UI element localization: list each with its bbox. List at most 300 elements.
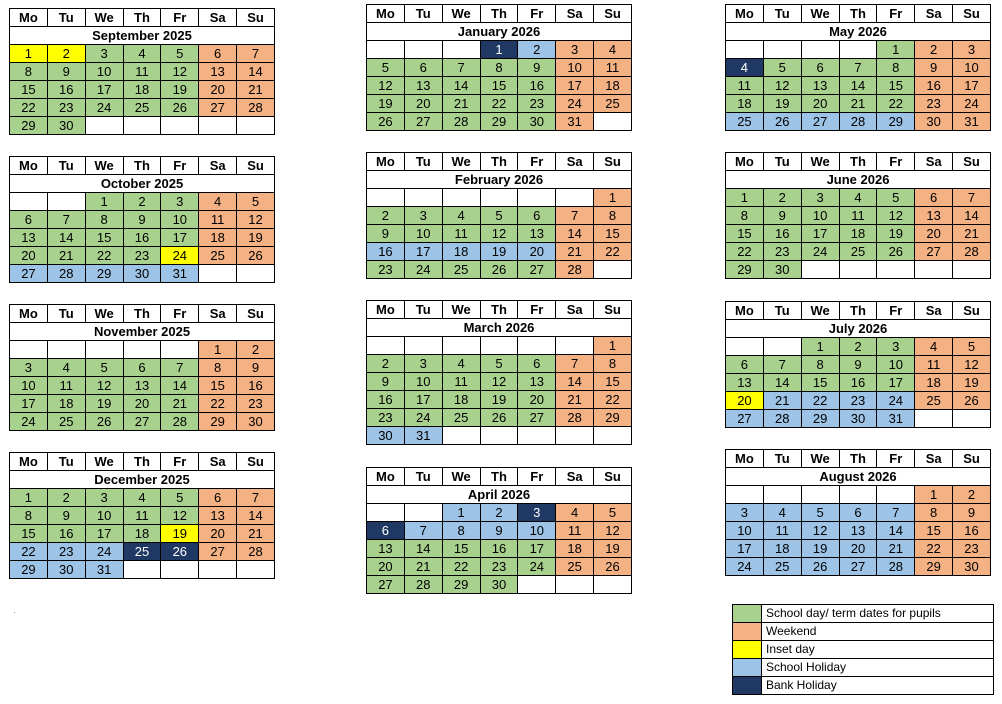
day-cell: 27 <box>404 113 442 131</box>
day-cell: 20 <box>404 95 442 113</box>
week-row <box>726 243 991 261</box>
weekday-header: Mo <box>10 157 48 175</box>
day-cell: 2 <box>237 341 275 359</box>
day-cell: 14 <box>877 522 915 540</box>
week-row <box>367 59 632 77</box>
legend-item <box>733 677 994 695</box>
weekday-header-row <box>10 9 275 27</box>
day-cell: 25 <box>47 413 85 431</box>
week-row <box>367 540 632 558</box>
empty-day-cell <box>85 341 123 359</box>
week-row <box>10 265 275 283</box>
day-cell: 16 <box>123 229 161 247</box>
day-cell: 24 <box>10 413 48 431</box>
empty-day-cell <box>199 117 237 135</box>
day-cell: 9 <box>763 207 801 225</box>
day-cell: 26 <box>237 247 275 265</box>
day-cell: 11 <box>47 377 85 395</box>
day-cell: 18 <box>839 225 877 243</box>
weekday-header: Fr <box>518 5 556 23</box>
week-row <box>726 392 991 410</box>
week-row <box>10 211 275 229</box>
day-cell: 27 <box>10 265 48 283</box>
day-cell: 21 <box>877 540 915 558</box>
day-cell: 26 <box>480 409 518 427</box>
month-title: August 2026 <box>726 468 991 486</box>
weekday-header: Tu <box>404 301 442 319</box>
day-cell: 18 <box>123 81 161 99</box>
day-cell: 12 <box>367 77 405 95</box>
day-cell: 16 <box>839 374 877 392</box>
month-title: July 2026 <box>726 320 991 338</box>
day-cell: 21 <box>953 225 991 243</box>
weekday-header: We <box>801 5 839 23</box>
day-cell: 12 <box>763 77 801 95</box>
day-cell: 28 <box>404 576 442 594</box>
month-january-2026 <box>366 4 632 131</box>
day-cell: 29 <box>199 413 237 431</box>
week-row <box>10 561 275 579</box>
day-cell: 27 <box>839 558 877 576</box>
empty-day-cell <box>237 561 275 579</box>
day-cell: 8 <box>801 356 839 374</box>
day-cell: 8 <box>594 355 632 373</box>
day-cell: 26 <box>161 99 199 117</box>
day-cell: 15 <box>594 373 632 391</box>
day-cell: 28 <box>556 409 594 427</box>
week-row <box>10 81 275 99</box>
day-cell: 25 <box>915 392 953 410</box>
weekday-header: Mo <box>367 153 405 171</box>
weekday-header: Th <box>123 305 161 323</box>
day-cell: 12 <box>877 207 915 225</box>
day-cell: 22 <box>801 392 839 410</box>
day-cell: 6 <box>518 355 556 373</box>
day-cell: 21 <box>237 81 275 99</box>
day-cell: 28 <box>442 113 480 131</box>
day-cell: 18 <box>726 95 764 113</box>
weekday-header: Fr <box>518 468 556 486</box>
week-row <box>367 391 632 409</box>
weekday-header: Sa <box>199 157 237 175</box>
weekday-header: We <box>801 302 839 320</box>
empty-day-cell <box>594 576 632 594</box>
day-cell: 27 <box>367 576 405 594</box>
empty-day-cell <box>839 41 877 59</box>
day-cell: 25 <box>199 247 237 265</box>
day-cell: 6 <box>518 207 556 225</box>
weekday-header: Su <box>953 302 991 320</box>
day-cell: 1 <box>801 338 839 356</box>
day-cell: 9 <box>518 59 556 77</box>
week-row <box>726 113 991 131</box>
day-cell: 10 <box>953 59 991 77</box>
week-row <box>726 356 991 374</box>
day-cell: 23 <box>839 392 877 410</box>
weekday-header: Fr <box>161 305 199 323</box>
day-cell: 22 <box>915 540 953 558</box>
day-cell: 20 <box>199 525 237 543</box>
day-cell: 5 <box>480 207 518 225</box>
weekday-header: Fr <box>518 153 556 171</box>
weekday-header: Tu <box>47 9 85 27</box>
day-cell: 11 <box>442 225 480 243</box>
day-cell: 15 <box>877 77 915 95</box>
empty-day-cell <box>801 261 839 279</box>
day-cell: 26 <box>801 558 839 576</box>
month-title: December 2025 <box>10 471 275 489</box>
weekday-header: Mo <box>726 450 764 468</box>
weekday-header: Mo <box>726 153 764 171</box>
day-cell: 17 <box>404 243 442 261</box>
day-cell: 15 <box>594 225 632 243</box>
day-cell: 25 <box>442 409 480 427</box>
legend-item <box>733 659 994 677</box>
legend-label: School day/ term dates for pupils <box>762 605 994 623</box>
weekday-header: Fr <box>877 153 915 171</box>
legend-label: Inset day <box>762 641 994 659</box>
empty-day-cell <box>556 576 594 594</box>
day-cell: 8 <box>442 522 480 540</box>
day-cell: 24 <box>85 543 123 561</box>
day-cell: 18 <box>199 229 237 247</box>
weekday-header: Tu <box>404 5 442 23</box>
day-cell: 26 <box>877 243 915 261</box>
day-cell: 6 <box>10 211 48 229</box>
day-cell: 17 <box>953 77 991 95</box>
day-cell: 22 <box>199 395 237 413</box>
day-cell: 12 <box>237 211 275 229</box>
day-cell: 26 <box>367 113 405 131</box>
day-cell: 20 <box>367 558 405 576</box>
day-cell: 30 <box>839 410 877 428</box>
day-cell: 7 <box>953 189 991 207</box>
weekday-header-row <box>726 5 991 23</box>
day-cell: 25 <box>839 243 877 261</box>
day-cell: 20 <box>839 540 877 558</box>
day-cell: 25 <box>442 261 480 279</box>
day-cell: 17 <box>726 540 764 558</box>
weekday-header: Mo <box>367 468 405 486</box>
day-cell: 29 <box>10 561 48 579</box>
weekday-header: Sa <box>556 468 594 486</box>
day-cell: 19 <box>161 525 199 543</box>
weekday-header: Mo <box>10 453 48 471</box>
week-row <box>367 225 632 243</box>
empty-day-cell <box>801 41 839 59</box>
weekday-header: Th <box>123 157 161 175</box>
empty-day-cell <box>726 41 764 59</box>
day-cell: 20 <box>915 225 953 243</box>
day-cell: 22 <box>442 558 480 576</box>
day-cell: 13 <box>726 374 764 392</box>
day-cell: 28 <box>763 410 801 428</box>
day-cell: 10 <box>518 522 556 540</box>
day-cell: 7 <box>47 211 85 229</box>
day-cell: 8 <box>10 507 48 525</box>
day-cell: 24 <box>877 392 915 410</box>
month-may-2026 <box>725 4 991 131</box>
empty-day-cell <box>556 427 594 445</box>
day-cell: 5 <box>594 504 632 522</box>
day-cell: 3 <box>518 504 556 522</box>
month-title: January 2026 <box>367 23 632 41</box>
day-cell: 29 <box>594 409 632 427</box>
weekday-header: Sa <box>915 450 953 468</box>
day-cell: 24 <box>161 247 199 265</box>
legend-item <box>733 641 994 659</box>
day-cell: 1 <box>915 486 953 504</box>
month-title: February 2026 <box>367 171 632 189</box>
empty-day-cell <box>237 265 275 283</box>
day-cell: 10 <box>85 507 123 525</box>
day-cell: 13 <box>801 77 839 95</box>
empty-day-cell <box>594 113 632 131</box>
day-cell: 16 <box>915 77 953 95</box>
day-cell: 3 <box>161 193 199 211</box>
day-cell: 22 <box>10 99 48 117</box>
day-cell: 30 <box>123 265 161 283</box>
day-cell: 13 <box>199 63 237 81</box>
day-cell: 24 <box>518 558 556 576</box>
day-cell: 26 <box>594 558 632 576</box>
empty-day-cell <box>161 341 199 359</box>
day-cell: 4 <box>726 59 764 77</box>
week-row <box>367 409 632 427</box>
day-cell: 11 <box>442 373 480 391</box>
month-march-2026 <box>366 300 632 445</box>
day-cell: 21 <box>839 95 877 113</box>
week-row <box>10 359 275 377</box>
week-row <box>726 225 991 243</box>
day-cell: 28 <box>953 243 991 261</box>
empty-day-cell <box>237 117 275 135</box>
day-cell: 11 <box>123 507 161 525</box>
empty-day-cell <box>726 486 764 504</box>
day-cell: 11 <box>839 207 877 225</box>
month-november-2025 <box>9 304 275 431</box>
week-row <box>726 338 991 356</box>
legend-swatch <box>733 605 762 623</box>
day-cell: 2 <box>123 193 161 211</box>
empty-day-cell <box>199 265 237 283</box>
weekday-header: Su <box>237 453 275 471</box>
day-cell: 11 <box>123 63 161 81</box>
day-cell: 7 <box>877 504 915 522</box>
empty-day-cell <box>518 576 556 594</box>
week-row <box>367 337 632 355</box>
day-cell: 3 <box>877 338 915 356</box>
weekday-header: Tu <box>47 305 85 323</box>
day-cell: 10 <box>877 356 915 374</box>
day-cell: 25 <box>556 558 594 576</box>
week-row <box>367 355 632 373</box>
day-cell: 8 <box>915 504 953 522</box>
day-cell: 15 <box>85 229 123 247</box>
week-row <box>10 45 275 63</box>
day-cell: 30 <box>953 558 991 576</box>
day-cell: 27 <box>199 99 237 117</box>
day-cell: 6 <box>123 359 161 377</box>
empty-day-cell <box>404 189 442 207</box>
day-cell: 5 <box>801 504 839 522</box>
empty-day-cell <box>518 427 556 445</box>
day-cell: 19 <box>763 95 801 113</box>
day-cell: 19 <box>877 225 915 243</box>
day-cell: 24 <box>801 243 839 261</box>
day-cell: 11 <box>763 522 801 540</box>
day-cell: 2 <box>47 489 85 507</box>
weekday-header: Su <box>953 153 991 171</box>
day-cell: 10 <box>161 211 199 229</box>
empty-day-cell <box>518 337 556 355</box>
day-cell: 31 <box>556 113 594 131</box>
weekday-header: Th <box>839 153 877 171</box>
day-cell: 7 <box>161 359 199 377</box>
empty-day-cell <box>367 504 405 522</box>
week-row <box>10 489 275 507</box>
empty-day-cell <box>199 561 237 579</box>
weekday-header: We <box>85 157 123 175</box>
weekday-header: Su <box>594 468 632 486</box>
empty-day-cell <box>763 338 801 356</box>
empty-day-cell <box>915 261 953 279</box>
day-cell: 17 <box>10 395 48 413</box>
weekday-header: Tu <box>763 450 801 468</box>
day-cell: 28 <box>877 558 915 576</box>
weekday-header: Fr <box>877 5 915 23</box>
weekday-header-row <box>367 153 632 171</box>
day-cell: 13 <box>839 522 877 540</box>
legend-item <box>733 605 994 623</box>
day-cell: 20 <box>199 81 237 99</box>
empty-day-cell <box>556 189 594 207</box>
day-cell: 24 <box>404 261 442 279</box>
empty-day-cell <box>442 337 480 355</box>
empty-day-cell <box>953 410 991 428</box>
day-cell: 8 <box>199 359 237 377</box>
empty-day-cell <box>877 261 915 279</box>
day-cell: 14 <box>237 507 275 525</box>
day-cell: 9 <box>367 373 405 391</box>
week-row <box>367 77 632 95</box>
day-cell: 3 <box>85 45 123 63</box>
empty-day-cell <box>442 41 480 59</box>
week-row <box>367 113 632 131</box>
day-cell: 1 <box>480 41 518 59</box>
weekday-header: Sa <box>199 453 237 471</box>
day-cell: 22 <box>85 247 123 265</box>
day-cell: 4 <box>915 338 953 356</box>
day-cell: 29 <box>85 265 123 283</box>
day-cell: 30 <box>47 117 85 135</box>
day-cell: 12 <box>161 63 199 81</box>
day-cell: 9 <box>47 63 85 81</box>
day-cell: 21 <box>47 247 85 265</box>
empty-day-cell <box>763 41 801 59</box>
weekday-header: Fr <box>161 453 199 471</box>
day-cell: 22 <box>10 543 48 561</box>
day-cell: 28 <box>237 99 275 117</box>
day-cell: 6 <box>839 504 877 522</box>
day-cell: 4 <box>556 504 594 522</box>
day-cell: 28 <box>237 543 275 561</box>
day-cell: 15 <box>726 225 764 243</box>
day-cell: 9 <box>123 211 161 229</box>
day-cell: 3 <box>10 359 48 377</box>
weekday-header: Th <box>839 450 877 468</box>
weekday-header: Su <box>953 5 991 23</box>
legend-item <box>733 623 994 641</box>
weekday-header: Su <box>237 9 275 27</box>
day-cell: 14 <box>442 77 480 95</box>
day-cell: 14 <box>763 374 801 392</box>
month-title: September 2025 <box>10 27 275 45</box>
empty-day-cell <box>367 189 405 207</box>
weekday-header: Tu <box>763 5 801 23</box>
month-february-2026 <box>366 152 632 279</box>
day-cell: 23 <box>47 99 85 117</box>
month-title: October 2025 <box>10 175 275 193</box>
weekday-header: Th <box>839 302 877 320</box>
day-cell: 25 <box>726 113 764 131</box>
empty-day-cell <box>480 427 518 445</box>
weekday-header: Mo <box>10 9 48 27</box>
day-cell: 21 <box>556 243 594 261</box>
day-cell: 5 <box>953 338 991 356</box>
day-cell: 31 <box>85 561 123 579</box>
day-cell: 28 <box>47 265 85 283</box>
day-cell: 24 <box>953 95 991 113</box>
empty-day-cell <box>594 261 632 279</box>
day-cell: 1 <box>10 489 48 507</box>
empty-day-cell <box>85 117 123 135</box>
day-cell: 14 <box>556 373 594 391</box>
day-cell: 5 <box>237 193 275 211</box>
week-row <box>367 207 632 225</box>
day-cell: 10 <box>404 373 442 391</box>
day-cell: 30 <box>47 561 85 579</box>
weekday-header: Th <box>123 9 161 27</box>
day-cell: 2 <box>518 41 556 59</box>
day-cell: 27 <box>518 261 556 279</box>
day-cell: 18 <box>556 540 594 558</box>
day-cell: 27 <box>801 113 839 131</box>
week-row <box>10 63 275 81</box>
empty-day-cell <box>123 341 161 359</box>
day-cell: 23 <box>518 95 556 113</box>
day-cell: 13 <box>518 225 556 243</box>
day-cell: 7 <box>237 489 275 507</box>
week-row <box>367 243 632 261</box>
week-row <box>726 95 991 113</box>
day-cell: 3 <box>404 355 442 373</box>
day-cell: 9 <box>47 507 85 525</box>
day-cell: 26 <box>763 113 801 131</box>
day-cell: 4 <box>594 41 632 59</box>
day-cell: 19 <box>85 395 123 413</box>
day-cell: 19 <box>367 95 405 113</box>
day-cell: 28 <box>161 413 199 431</box>
day-cell: 3 <box>801 189 839 207</box>
day-cell: 14 <box>47 229 85 247</box>
day-cell: 2 <box>367 207 405 225</box>
empty-day-cell <box>10 341 48 359</box>
day-cell: 11 <box>726 77 764 95</box>
day-cell: 12 <box>480 373 518 391</box>
empty-day-cell <box>123 561 161 579</box>
day-cell: 12 <box>801 522 839 540</box>
